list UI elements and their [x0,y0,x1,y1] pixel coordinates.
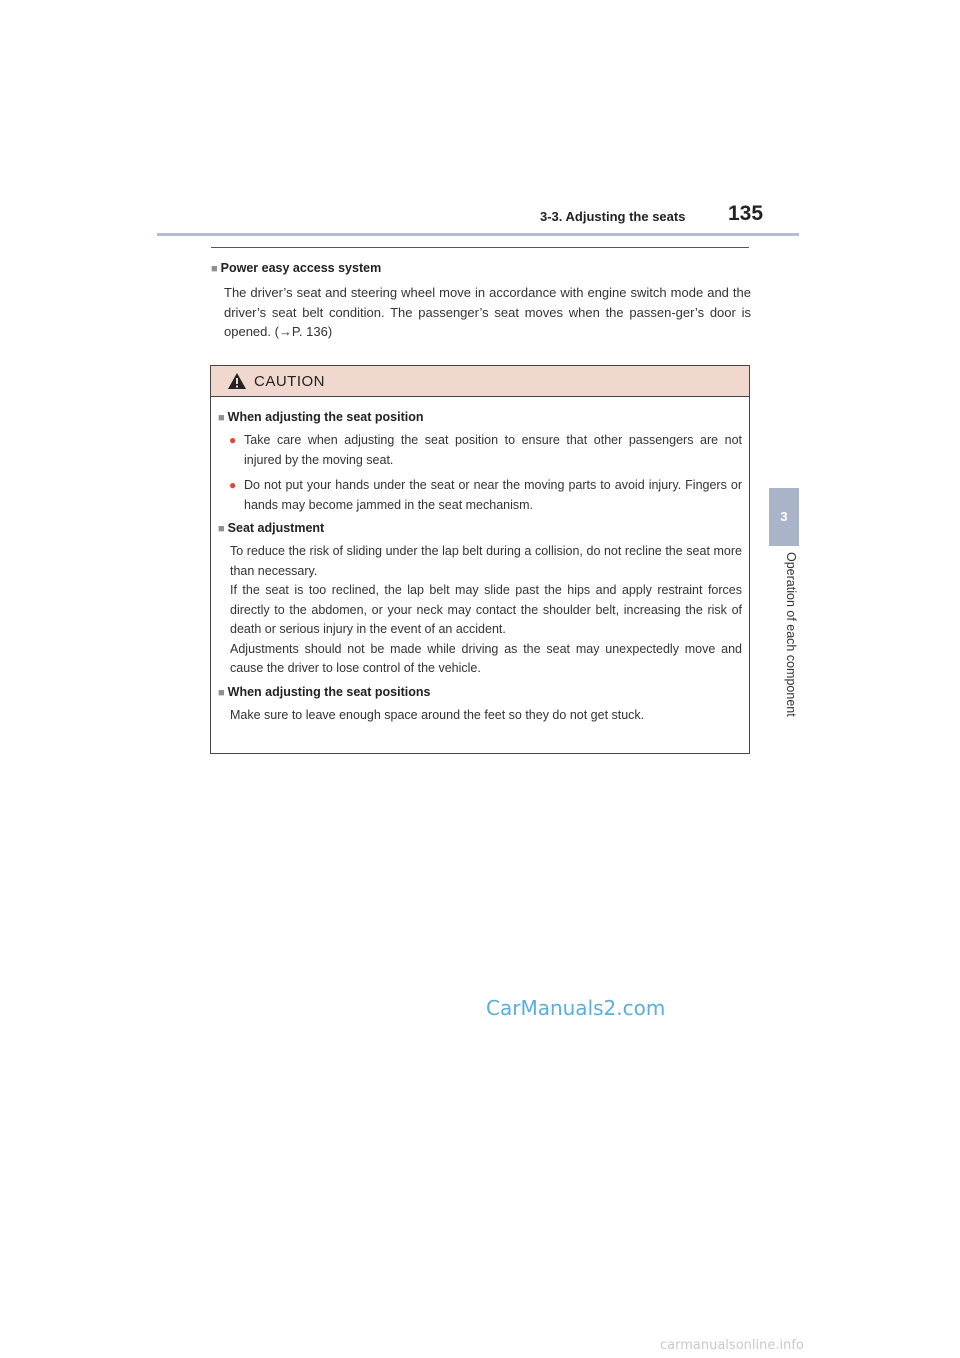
square-marker-icon: ■ [211,263,218,275]
watermark-logo[interactable]: CarManuals2.com [486,996,666,1020]
content-top-rule [211,247,749,248]
section-heading-text: Power easy access system [220,261,382,275]
footer-watermark: carmanualsonline.info [660,1338,804,1353]
section-heading [211,261,751,275]
caution-paragraph: To reduce the risk of sliding under the lap belt during a collision, do not recline the seat more than necessary. [230,544,742,578]
section-body: The driver’s seat and steering wheel move in accordance with engine switch mode and the driver’s seat belt condition. The passenger’s seat moves when the passen-ger’s door is opened. (→P. 136) [224,285,751,339]
power-easy-access-section [211,261,751,342]
caution-paragraph: Adjustments should not be made while driving as the seat may unexpectedly move and cause the driver to lose control of the vehicle. [230,641,742,675]
chapter-title-vertical: Operation of each component [784,552,798,717]
caution-bullet-text: Take care when adjusting the seat position to ensure that other passengers are not injured by the moving seat. [244,433,742,467]
caution-heading [218,521,742,535]
bullet-dot-icon: ● [229,433,237,447]
warning-triangle-icon [227,372,247,390]
header-rule [157,233,799,236]
bullet-dot-icon: ● [229,478,237,492]
caution-body [211,397,749,725]
page-number: 135 [728,202,764,225]
caution-title: CAUTION [254,373,325,390]
caution-header [211,366,749,397]
square-marker-icon: ■ [218,523,225,535]
caution-box [210,365,750,754]
caution-heading-text: Seat adjustment [227,521,325,535]
caution-bullet [218,431,742,470]
caution-bullet-text: Do not put your hands under the seat or near the moving parts to avoid injury. Fingers or hands may become jammed in the seat mechanism. [244,478,742,512]
caution-heading [218,410,742,424]
caution-paragraph: If the seat is too reclined, the lap belt may slide past the hips and apply restraint forces directly to the abdomen, or your neck may contact the shoulder belt, increasing the risk of death or serious injury in the event of an accident. [230,583,742,636]
caution-paragraph: Make sure to leave enough space around the feet so they do not get stuck. [230,707,645,722]
square-marker-icon: ■ [218,412,225,424]
caution-bullet [218,476,742,515]
chapter-tab: 3 [769,488,799,546]
running-header-title: 3-3. Adjusting the seats [540,209,686,224]
square-marker-icon: ■ [218,686,225,699]
caution-heading-text: When adjusting the seat position [227,410,424,424]
caution-heading-text: When adjusting the seat positions [227,684,431,699]
caution-heading [218,685,742,699]
